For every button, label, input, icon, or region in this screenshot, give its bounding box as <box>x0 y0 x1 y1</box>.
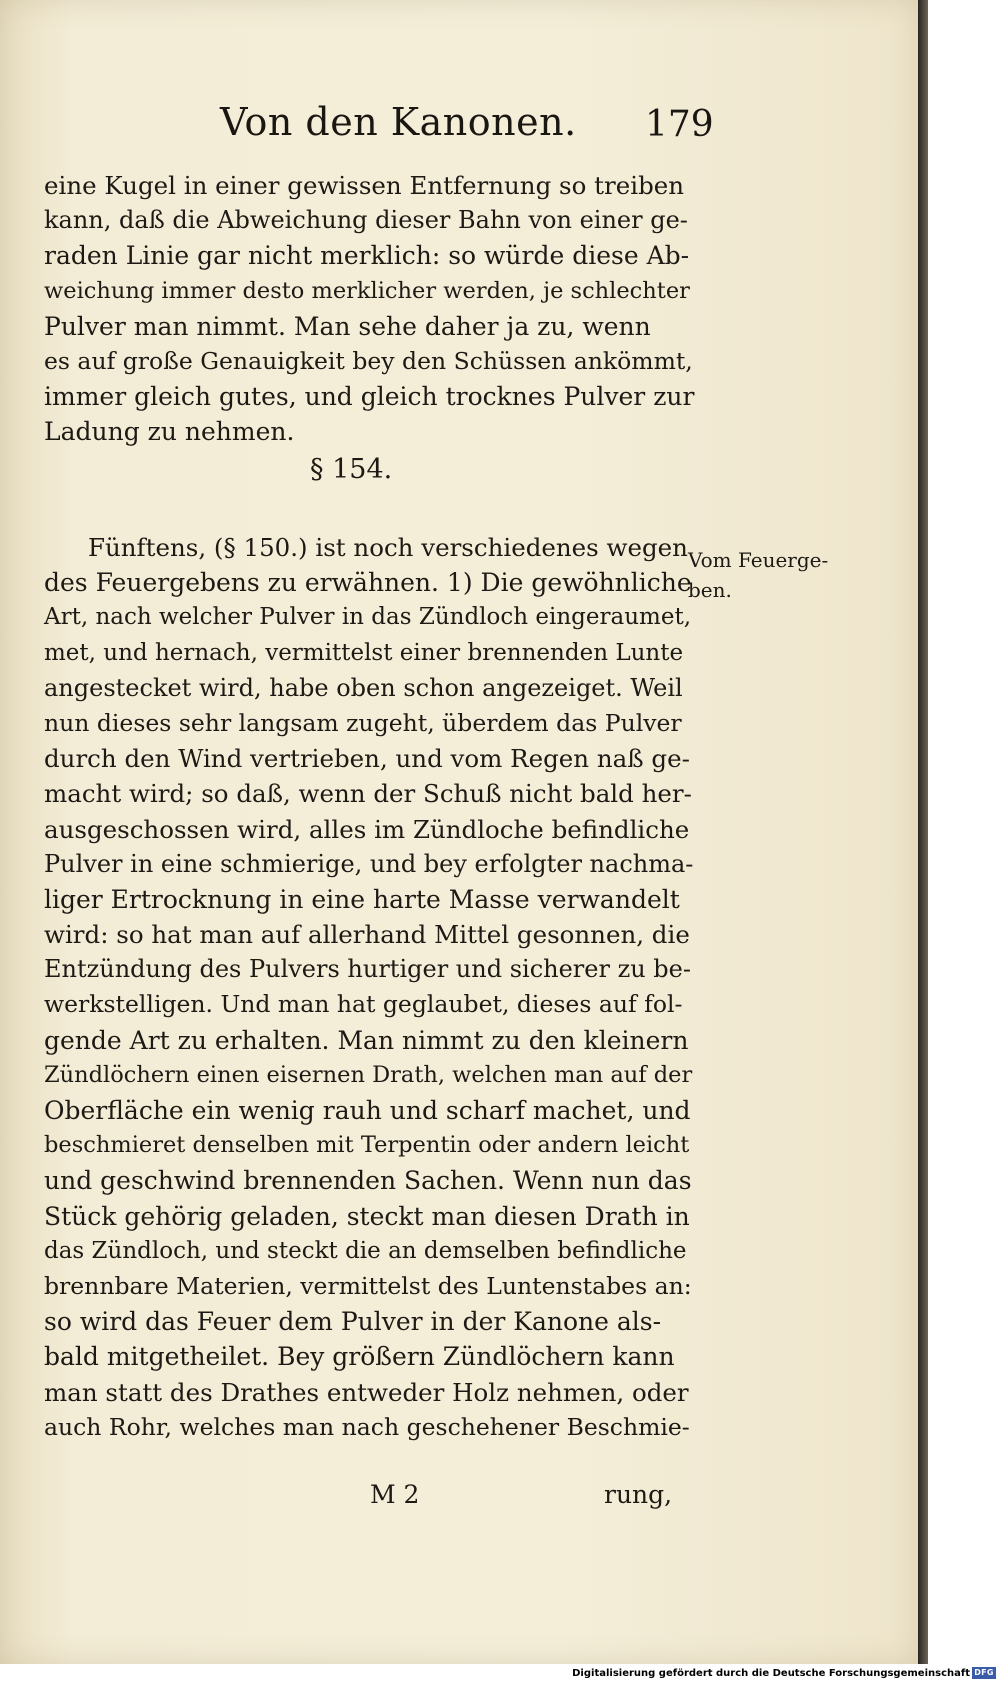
paragraph-2 <box>44 530 694 1445</box>
running-head: Von den Kanonen. <box>220 100 577 144</box>
text-line: macht wird; so daß, wenn der Schuß nicht bald her- <box>44 779 692 809</box>
text-line: es auf große Genauigkeit bey den Schüssen ankömmt, <box>44 346 693 375</box>
marginal-note-line: Vom Feuerge- <box>688 548 829 572</box>
paragraph-1 <box>44 168 694 450</box>
text-line: nun dieses sehr langsam zugeht, überdem das Pulver <box>44 708 682 737</box>
text-line: Pulver man nimmt. Man sehe daher ja zu, wenn <box>44 311 651 341</box>
dfg-logo-icon: DFG <box>972 1667 996 1679</box>
text-line: so wird das Feuer dem Pulver in der Kanone als- <box>44 1307 662 1337</box>
page-edge-shadow <box>918 0 928 1664</box>
text-line: das Zündloch, und steckt die an demselben befindliche <box>44 1237 687 1264</box>
text-line: met, und hernach, vermittelst einer brennenden Lunte <box>44 639 684 666</box>
marginal-note-line: ben. <box>688 578 732 602</box>
text-line: kann, daß die Abweichung dieser Bahn von einer ge- <box>44 206 688 235</box>
text-line: brennbare Materien, vermittelst des Luntenstabes an: <box>44 1271 692 1300</box>
text-line: man statt des Drathes entweder Holz nehmen, oder <box>44 1377 689 1407</box>
footer-credit: Digitalisierung gefördert durch die Deutsche Forschungsgemeinschaft <box>572 1668 970 1679</box>
text-line: Ladung zu nehmen. <box>44 417 295 447</box>
section-heading: § 154. <box>310 454 393 485</box>
page-number: 179 <box>645 104 714 145</box>
text-line: Zündlöchern einen eisernen Drath, welchen man auf der <box>44 1061 693 1088</box>
text-line: bald mitgetheilet. Bey größern Zündlöchern kann <box>44 1342 675 1372</box>
text-line: wird: so hat man auf allerhand Mittel gesonnen, die <box>44 920 690 950</box>
text-line: auch Rohr, welches man nach geschehener Beschmie- <box>44 1412 690 1441</box>
text-line: Fünftens, (§ 150.) ist noch verschiedenes wegen <box>88 533 688 562</box>
text-line: Pulver in eine schmierige, und bey erfolgter nachma- <box>44 849 694 878</box>
text-line: des Feuergebens zu erwähnen. 1) Die gewöhnliche <box>44 568 692 598</box>
text-line: durch den Wind vertrieben, und vom Regen naß ge- <box>44 744 690 774</box>
text-line: ausgeschossen wird, alles im Zündloche befindliche <box>44 814 690 844</box>
text-line: beschmieret denselben mit Terpentin oder andern leicht <box>44 1132 690 1159</box>
text-line: immer gleich gutes, und gleich trocknes Pulver zur <box>44 382 695 412</box>
text-line: raden Linie gar nicht merklich: so würde diese Ab- <box>44 241 690 271</box>
text-line: werkstelligen. Und man hat geglaubet, dieses auf fol- <box>44 990 683 1019</box>
text-line: eine Kugel in einer gewissen Entfernung so treiben <box>44 171 685 200</box>
marginal-note <box>688 545 828 605</box>
text-line: Entzündung des Pulvers hurtiger und sicherer zu be- <box>44 955 691 984</box>
text-line: angestecket wird, habe oben schon angezeiget. Weil <box>44 673 683 702</box>
text-line: weichung immer desto merklicher werden, je schlechter <box>44 277 690 304</box>
text-line: Art, nach welcher Pulver in das Zündloch eingeraumet, <box>44 604 691 631</box>
text-line: liger Ertrocknung in eine harte Masse verwandelt <box>44 884 680 914</box>
signature-mark: M 2 <box>370 1480 420 1509</box>
scan-margin <box>918 0 1000 1664</box>
footer-bar <box>0 1664 1000 1684</box>
text-line: Stück gehörig geladen, steckt man diesen Drath in <box>44 1201 690 1231</box>
text-line: Oberfläche ein wenig rauh und scharf machet, und <box>44 1096 691 1125</box>
catchword: rung, <box>604 1480 673 1509</box>
text-line: und geschwind brennenden Sachen. Wenn nun das <box>44 1166 692 1196</box>
text-line: gende Art zu erhalten. Man nimmt zu den kleinern <box>44 1025 689 1055</box>
